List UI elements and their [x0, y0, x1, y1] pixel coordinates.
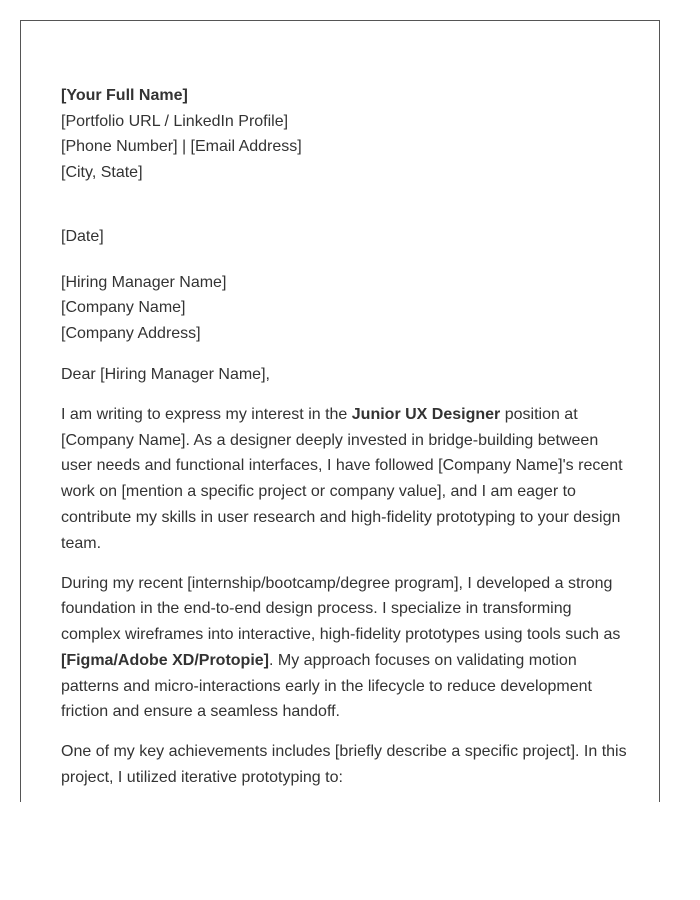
sender-contact: [Phone Number] | [Email Address]	[61, 138, 302, 155]
recipient-address: [Company Address]	[61, 324, 201, 342]
letter-date: [Date]	[61, 228, 104, 245]
spacer	[61, 250, 627, 270]
spacer	[61, 556, 627, 571]
spacer	[61, 185, 627, 224]
job-title: Junior UX Designer	[351, 406, 501, 423]
paragraph-achievement: One of my key achievements includes [briefly describe a specific project]. In this project, I utilized iterative prototyping to:	[61, 743, 627, 787]
recipient-name: [Hiring Manager Name]	[61, 273, 227, 291]
sender-name: [Your Full Name]	[61, 87, 188, 104]
paragraph-experience	[61, 571, 627, 725]
spacer	[61, 346, 627, 362]
recipient-company: [Company Name]	[61, 299, 186, 316]
paragraph-intro-text-b: position at [Company Name]. As a designer deeply invested in bridge-building between user needs and functional interfaces, I have followed [Company Name]'s recent work on [mention a specific project or company value], and I am eager to contribute my skills in user research and high-fidelity prototyping to your design team.	[61, 406, 623, 552]
salutation: Dear [Hiring Manager Name],	[61, 366, 270, 383]
paragraph-intro	[61, 402, 627, 556]
letter-page	[20, 20, 660, 802]
spacer	[61, 725, 627, 740]
paragraph-experience-text-a: During my recent [internship/bootcamp/degree program], I developed a strong foundation in the end-to-end design process. I specialize in transforming complex wireframes into interactive, high-fidelity prototypes using tools such as	[61, 574, 621, 644]
paragraph-experience-text-b: . My approach focuses on validating motion patterns and micro-interactions early in the lifecycle to reduce development friction and ensure a seamless handoff.	[61, 651, 592, 721]
letter-body	[61, 83, 627, 791]
sender-location: [City, State]	[61, 163, 143, 181]
tools-list: [Figma/Adobe XD/Protopie]	[61, 651, 269, 669]
paragraph-intro-text-a: I am writing to express my interest in the	[61, 406, 352, 423]
sender-portfolio: [Portfolio URL / LinkedIn Profile]	[61, 112, 289, 130]
spacer	[61, 388, 627, 403]
